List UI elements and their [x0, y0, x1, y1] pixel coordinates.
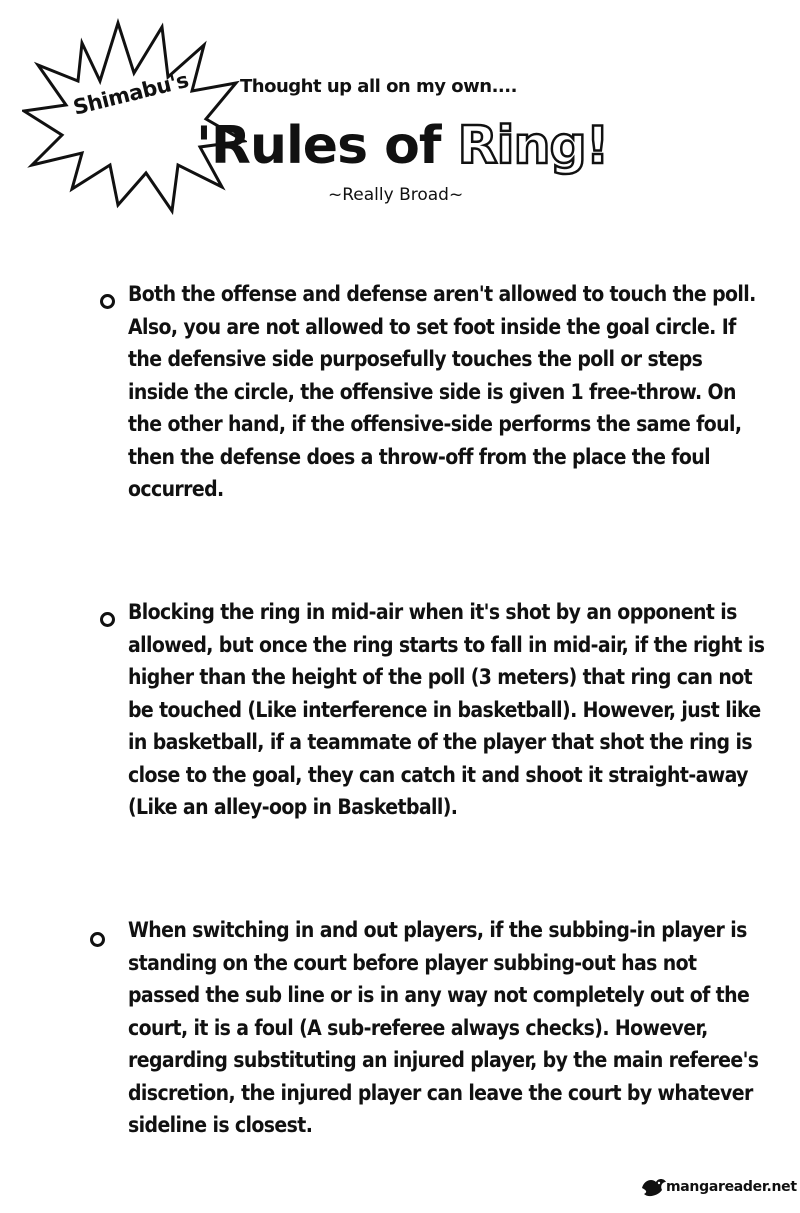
- bullet-icon: [100, 612, 115, 627]
- starburst-icon: [22, 15, 247, 215]
- page-title: [196, 116, 608, 176]
- author-label: Shimabu's: [70, 67, 191, 120]
- rule-text: Both the offense and defense aren't allowed to touch the poll. Also, you are not allowed to set foot inside the goal circle. If the defensive side purposefully touches the poll or steps inside the circle, the offensive side is given 1 free-throw. On the other hand, if the offensive-side performs the same foul, then the defense does a throw-off from the place the foul occurred.: [128, 282, 756, 501]
- bullet-icon: [100, 294, 115, 309]
- tagline: ~Really Broad~: [328, 185, 464, 205]
- title-accent: Ring!: [457, 116, 609, 176]
- subtitle: Thought up all on my own....: [240, 76, 517, 97]
- rule-text: When switching in and out players, if the subbing-in player is standing on the court before player subbing-out has not passed the sub line or is in any way not completely out of the court, it is a foul (A sub-referee always checks). However, regarding substituting an injured player, by the main referee's discretion, the injured player can leave the court by whatever sideline is closest.: [128, 918, 759, 1137]
- watermark: [640, 1172, 797, 1202]
- watermark-text: mangareader.net: [666, 1179, 797, 1195]
- title-main: 'Rules of: [196, 116, 441, 176]
- bird-logo-icon: [640, 1174, 668, 1200]
- bullet-icon: [90, 932, 105, 947]
- rule-text: Blocking the ring in mid-air when it's shot by an opponent is allowed, but once the ring starts to fall in mid-air, if the right is higher than the height of the poll (3 meters) that ring can not be touched (Like interference in basketball). However, just like in basketball, if a teammate of the player that shot the ring is close to the goal, they can catch it and shoot it straight-away (Like an alley-oop in Basketball).: [128, 600, 765, 819]
